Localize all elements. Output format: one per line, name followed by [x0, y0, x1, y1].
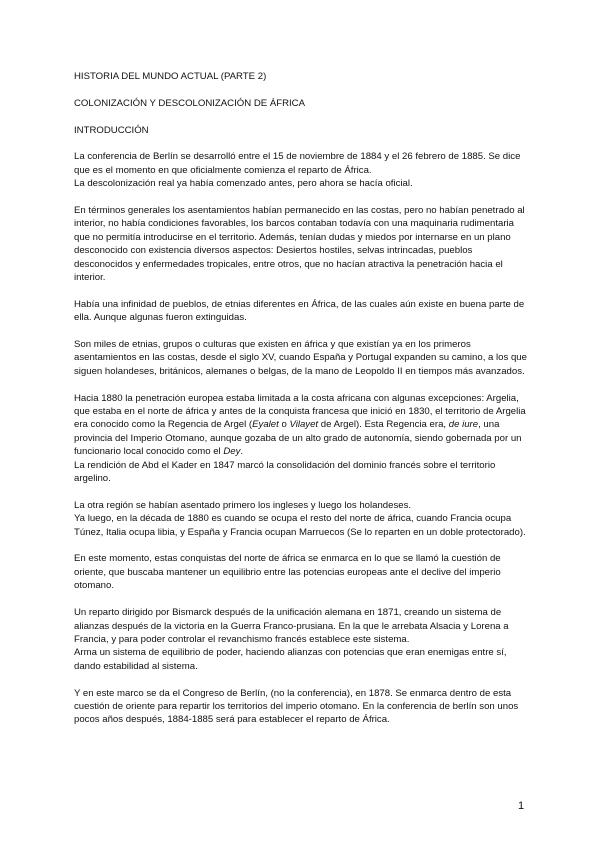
paragraph-line: Ya luego, en la década de 1880 es cuando se ocupa el resto del norte de áfrica, cuando Francia ocupa Túnez, Italia ocupa libia, y España y Francia ocupan Marruecos (Se lo reparten en un doble protectorado).: [74, 513, 526, 538]
paragraph-line: La descolonización real ya había comenzado antes, pero ahora se hacía oficial.: [74, 178, 413, 190]
paragraph-line: Un reparto dirigido por Bismarck después de la unificación alemana en 1871, creando un sistema de alianzas después de la victoria en la Guerra Franco-prusiana. En la que le arrebata Alsacia y Lorena a Francia, y para poder controlar el revanchismo francés establece este sistema.: [74, 607, 509, 645]
paragraph-ethnic-groups: Son miles de etnias, grupos o culturas que existen en áfrica y que existían ya en los primeros asentamientos en las costas, desde el siglo XV, cuando España y Portugal expanden su camino, a los que siguen holandeses, británicos, alemanes o belgas, de la mano de Leopoldo II en tiempos más avanzados.: [74, 339, 527, 377]
subsection-title: INTRODUCCIÓN: [74, 124, 149, 136]
text-run: , una provincia del Imperio Otomano, aunque gozaba de un alto grado de autonomía, siendo gobernada por un funcionario local conocido como el: [74, 419, 522, 458]
italic-term: de iure: [448, 419, 479, 431]
italic-term: Vilayet: [289, 419, 319, 431]
paragraph-line: La rendición de Abd el Kader en 1847 marcó la consolidación del dominio francés sobre el territorio argelino.: [74, 459, 496, 485]
document-body: [74, 70, 530, 740]
italic-term: Dey: [223, 446, 241, 458]
paragraph-algeria: [74, 392, 530, 486]
text-run: Hacia 1880 la penetración europea estaba limitada a la costa africana con algunas excepciones: Argelia, que estaba en el norte de áfrica y antes de la conquista francesa que inició en 1830, el territorio de Argelia era conocido como la Regencia de Argel (: [74, 392, 526, 431]
page-number: 1: [518, 800, 525, 812]
text-run: o: [278, 419, 290, 431]
section-title: COLONIZACIÓN Y DESCOLONIZACIÓN DE ÁFRICA: [74, 97, 305, 109]
paragraph-line: Arma un sistema de equilibrio de poder, haciendo alianzas con potencias que eran enemigas entre sí, dando estabilidad al sistema.: [74, 647, 507, 672]
text-run: .: [240, 446, 244, 458]
document-title: HISTORIA DEL MUNDO ACTUAL (PARTE 2): [74, 71, 267, 82]
paragraph-line: La conferencia de Berlín se desarrolló entre el 15 de noviembre de 1884 y el 26 febrero de 1885. Se dice que es el momento en que oficialmente comienza el reparto de África.: [74, 151, 521, 176]
paragraph-bismarck: [74, 606, 530, 673]
text-run: de Argel). Esta Regencia era,: [318, 419, 449, 431]
italic-term: Eyalet: [252, 419, 279, 431]
paragraph-line: La otra región se habían asentado primero los ingleses y luego los holandeses.: [74, 499, 412, 511]
paragraph-settlements: En términos generales los asentamientos habían permanecido en las costas, pero no habían penetrado al interior, no había condiciones favorables, los barcos contaban todavía con una maquinaria rudimentaria que no permitía introducirse en el territorio. Además, tenían dudas y miedos por internarse en un plano desconocido con existencia diversos aspectos: Desiertos hostiles, selvas intrincadas, pueblos desconocidos y enfermedades tropicales, entre otros, que no hacían atractiva la penetración hacia el interior.: [74, 205, 525, 284]
paragraph-eastern-question: En este momento, estas conquistas del norte de áfrica se enmarca en lo que se llamó la cuestión de oriente, que buscaba mantener un equilibrio entre las potencias europeas ante el declive del imperio otomano.: [74, 553, 501, 592]
paragraph-peoples: Había una infinidad de pueblos, de etnias diferentes en África, de las cuales aún existe en buena parte de ella. Aunque algunas fueron extinguidas.: [74, 298, 525, 324]
paragraph-other-region: [74, 499, 530, 539]
paragraph-berlin-conference: [74, 150, 530, 190]
paragraph-berlin-congress: Y en este marco se da el Congreso de Berlín, (no la conferencia), en 1878. Se enmarca dentro de esta cuestión de oriente para repartir los territorios del imperio otomano. En la conferencia de berlín son unos pocos años después, 1884-1885 será para establecer el reparto de África.: [74, 687, 519, 726]
